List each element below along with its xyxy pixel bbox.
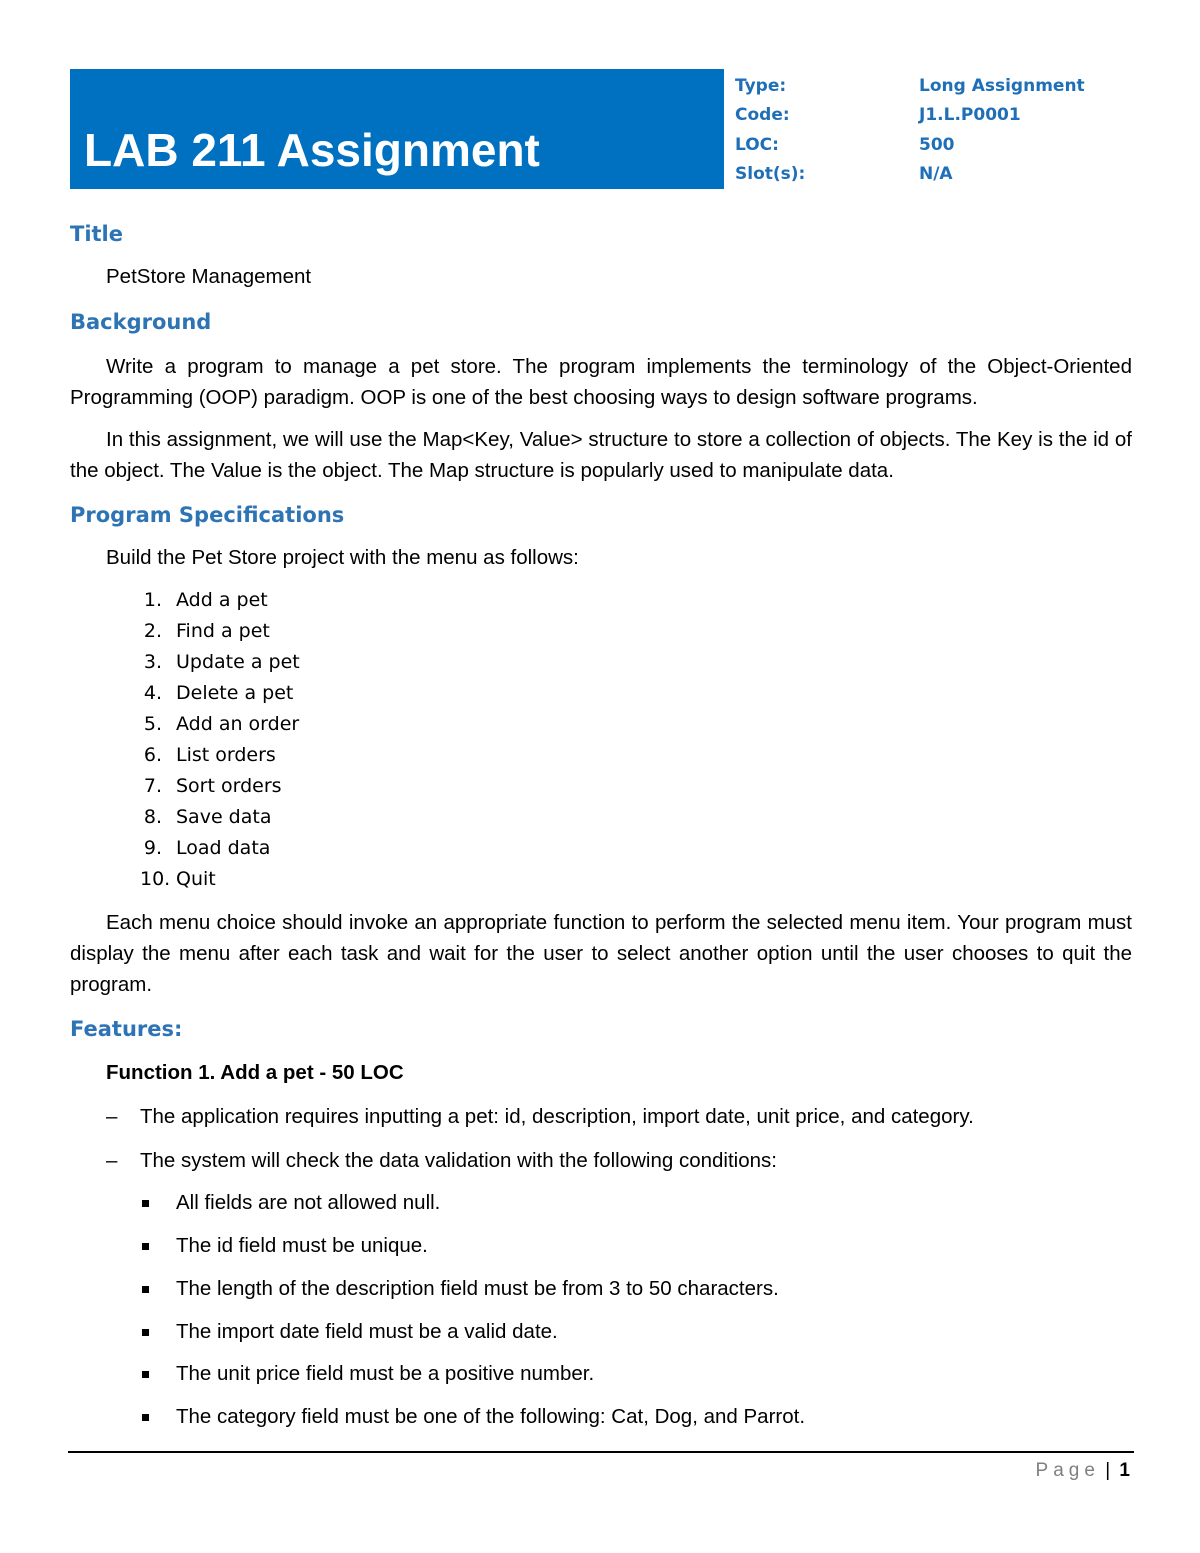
list-number: 3.: [143, 651, 162, 673]
page-number: 1: [1119, 1460, 1130, 1481]
function-1-title: Function 1. Add a pet - 50 LOC: [106, 1061, 404, 1084]
background-paragraph-1: Write a program to manage a pet store. The program implements the terminology of the Object-Oriented Programming (OOP) paradigm. OOP is one of the best choosing ways to design software programs.: [70, 355, 1132, 409]
list-label: Delete a pet: [176, 682, 294, 704]
list-label: Save data: [176, 806, 272, 828]
condition-text: The category field must be one of the following: Cat, Dog, and Parrot.: [176, 1405, 806, 1428]
list-number: 5.: [143, 713, 162, 735]
header-banner: [70, 69, 724, 189]
list-number: 4.: [143, 682, 162, 704]
list-label: Quit: [176, 868, 216, 890]
list-number: 7.: [143, 775, 162, 797]
square-bullet-icon: [142, 1200, 149, 1207]
square-bullet-icon: [142, 1371, 149, 1378]
list-label: Add an order: [176, 713, 300, 735]
page-label: Page: [1035, 1460, 1100, 1481]
list-label: Find a pet: [176, 620, 270, 642]
dash-text: The system will check the data validation with the following conditions:: [140, 1149, 777, 1172]
condition-text: The unit price field must be a positive number.: [176, 1362, 595, 1385]
background-paragraph-2: In this assignment, we will use the Map<Key, Value> structure to store a collection of objects. The Key is the id of the object. The Value is the object. The Map structure is popularly used to manipulate data.: [70, 428, 1132, 482]
list-number: 6.: [143, 744, 162, 766]
list-label: List orders: [176, 744, 276, 766]
condition-text: All fields are not allowed null.: [176, 1191, 441, 1214]
list-label: Sort orders: [176, 775, 282, 797]
page-footer: [1036, 1460, 1130, 1482]
list-number: 9.: [143, 837, 162, 859]
meta-value: 500: [919, 134, 955, 155]
dash-text: The application requires inputting a pet: id, description, import date, unit price, and category.: [140, 1105, 974, 1128]
page-separator: |: [1105, 1460, 1111, 1481]
footer-divider: [68, 1451, 1134, 1453]
meta-key: Slot(s):: [735, 163, 806, 184]
meta-key: Code:: [735, 105, 790, 126]
section-heading-specifications: Program Specifications: [70, 503, 345, 527]
dash-marker: –: [106, 1149, 118, 1172]
title-text: PetStore Management: [106, 265, 312, 288]
document-title: LAB 211 Assignment: [84, 124, 540, 176]
condition-text: The length of the description field must be from 3 to 50 characters.: [176, 1277, 779, 1300]
list-number: 8.: [143, 806, 162, 828]
list-label: Update a pet: [176, 651, 300, 673]
dash-marker: –: [106, 1105, 118, 1128]
square-bullet-icon: [142, 1414, 149, 1421]
section-heading-title: Title: [70, 222, 124, 246]
meta-key: LOC:: [735, 134, 779, 155]
list-label: Load data: [176, 837, 271, 859]
section-heading-background: Background: [70, 310, 212, 334]
list-number: 1.: [143, 589, 162, 611]
square-bullet-icon: [142, 1286, 149, 1293]
list-number: 2.: [143, 620, 162, 642]
meta-value: J1.L.P0001: [919, 105, 1021, 126]
meta-value: Long Assignment: [919, 76, 1085, 96]
list-label: Add a pet: [176, 589, 268, 611]
condition-text: The id field must be unique.: [176, 1234, 428, 1257]
section-heading-features: Features:: [70, 1017, 183, 1041]
condition-text: The import date field must be a valid date.: [176, 1320, 558, 1343]
spec-intro: Build the Pet Store project with the menu as follows:: [106, 546, 579, 569]
spec-after-paragraph: Each menu choice should invoke an appropriate function to perform the selected menu item. Your program must display the menu after each task and wait for the user to select another option until the user chooses to quit the program.: [70, 911, 1132, 996]
list-number: 10.: [140, 868, 171, 890]
square-bullet-icon: [142, 1243, 149, 1250]
meta-key: Type:: [735, 76, 787, 96]
meta-value: N/A: [919, 163, 953, 184]
square-bullet-icon: [142, 1329, 149, 1336]
